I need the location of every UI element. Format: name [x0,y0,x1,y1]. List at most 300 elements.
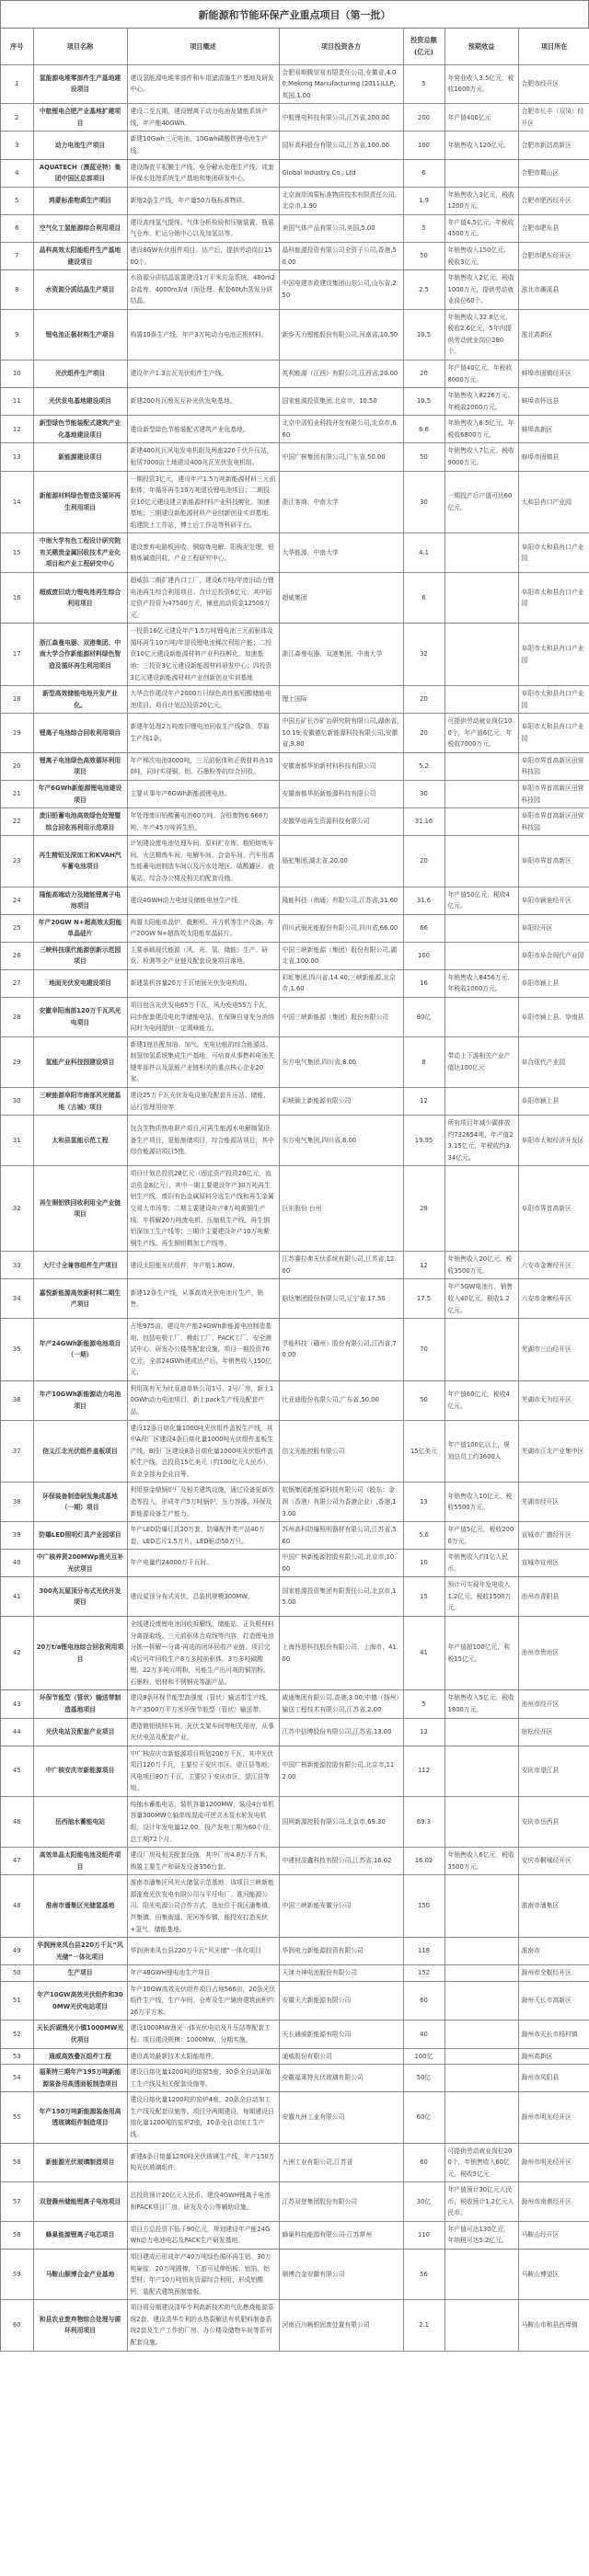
cell-location: 淮北高新区 [518,309,589,360]
table-row [1,781,589,808]
cell-investors: 中国广核新能源控股有限公司,北京市,112.00 [279,1746,403,1796]
cell-amount: 2.1 [403,2300,445,2351]
cell-amount: 20 [403,714,445,753]
table-row [1,1690,589,1718]
table-row [1,714,589,753]
cell-location: 马鞍山市和县西埠镇 [518,2300,589,2351]
cell-location: 阜阳市阜合现代产业园 [518,942,589,969]
cell-investors: 美国气体产品有限公司,美国,5.00 [279,214,403,242]
cell-amount: 5 [403,64,445,104]
cell-location: 阜阳市太和县肖口产业园 [518,714,589,753]
cell-investors: 中国三峡新能源（集团）股份有限公司 [279,998,403,1037]
cell-name: 地面光伏发电建设项目 [33,969,127,997]
cell-benefit [445,573,518,624]
cell-investors: 北京中清恒业科技开发有限公司,北京市,6.60 [279,416,403,443]
cell-investors: 四川武骏光能股份有限公司,四川省,66.00 [279,914,403,942]
cell-benefit: 可提供劳动就业岗位200个，年销售收入60亿元、税收5亿元 [445,2143,518,2182]
cell-name: 锂离子电池综合回收利用项目 [33,714,127,753]
cell-location: 滁州市南谯经开区 [518,2182,589,2222]
cell-no: 45 [1,1746,33,1796]
cell-benefit: 年产值60亿元，税收4亿元。 [445,1380,518,1420]
cell-investors: 新乡天力锂能股份有限公司,河南省,10.50 [279,309,403,360]
cell-location: 蚌埠市怀远县 [518,388,589,416]
cell-investors: 孚能科技（赣州）股份有限公司,江西省,70.00 [279,1319,403,1381]
cell-benefit: 年销售收入8.5亿元、年税收6800万元。 [445,416,518,443]
cell-investors: 理士国际 [279,686,403,714]
cell-location: 阜阳市颍上县 [518,1087,589,1115]
cell-investors: 天津力神电池股份有限公司 [279,1965,403,1982]
cell-location: 宿松经开区 [518,1718,589,1746]
cell-no: 32 [1,1166,33,1252]
cell-benefit: 年销售收入32.8亿元、税收2.6亿元，5年内提供劳动就业岗位280个。 [445,309,518,360]
cell-location: 合肥市肥西经开区 [518,187,589,214]
table-row [1,1279,589,1319]
cell-benefit [445,1796,518,1847]
cell-no: 48 [1,1875,33,1938]
cell-location: 芜湖市江北产业集中区 [518,1420,589,1483]
cell-benefit [445,942,518,969]
cell-no: 3 [1,132,33,159]
cell-desc: 建设新型绿色节能装配式建筑产业化基地。 [127,416,279,443]
cell-amount: 12 [403,1087,445,1115]
cell-name: 光伏电站及配套产业项目 [33,1718,127,1746]
cell-location: 池州市经开区 [518,1690,589,1718]
cell-investors: 合肥易斯腾贸易有限责任公司,安徽省,4.00;Mekong Manufacturing (2011)LLP,英国,1.00 [279,64,403,104]
cell-investors: 晗达集团股份有限公司,辽宁省,17.50 [279,1279,403,1319]
cell-desc: 全线建设废锂电池回收拆解线、储能站、正负极材料分离提取线、三元前驱体合成线等内容，打造锂电池分拣—拆解—分离-再选的闭环回收产业链。项目完成后可年回收生产8万多吨前驱体、3万多吨碳酸锂、22万多吨元明粉，另能生产出可观的铜箔粉、石墨粉、铝材和不锈钢壳等副产品。 [127,1617,279,1690]
cell-location: 宣城市广德经开区 [518,1522,589,1550]
cell-amount: 50亿 [403,2065,445,2092]
cell-no: 29 [1,1036,33,1087]
cell-location: 阜阳市太和县肖口产业园 [518,624,589,686]
cell-desc: 总投资预计20亿元人民币，建设4GWH锂离子电池和PACK项目厂房、研发及办公等辅助设施。 [127,2182,279,2222]
cell-amount: 1.9 [403,187,445,214]
cell-amount: 28 [403,1166,445,1252]
cell-no: 18 [1,686,33,714]
cell-name: 高效单晶太阳能电池及组件项目 [33,1848,127,1875]
cell-name: 锂离子电池绿色高效循环利用项目 [33,752,127,780]
cell-desc: 建设陶瓷平板膜生产线、电分解水处理生产线、成套环保水处理系统生产基地和集团研发中心。 [127,159,279,187]
cell-location: 池州市青阳县 [518,1577,589,1617]
cell-investors: 中国电建市政建设集团山东公司,山东省,2.50 [279,270,403,310]
cell-no: 1 [1,64,33,104]
cell-no: 28 [1,998,33,1037]
cell-location: 阜阳市太和县肖口产业园 [518,533,589,573]
cell-benefit: 年产5GW电池片，销售收入40亿元、税收1.2亿元。 [445,1279,518,1319]
cell-name: 福莱特三期年产195万吨新能源装备用高透面板制造项目 [33,2065,127,2092]
cell-benefit: 预计可实现年发电收入1.2亿元、税收1500万元。 [445,1577,518,1617]
cell-investors: 华润电力新能源投资有限公司 [279,1938,403,1965]
cell-name: 水资源分质结晶生产项目 [33,270,127,310]
cell-name: 生产项目 [33,1965,127,1982]
cell-location: 阜阳市太和县肖口产业园 [518,573,589,624]
cell-amount: 112 [403,1746,445,1796]
cell-amount: 31.16 [403,808,445,836]
cell-name: 20万t/a锂电池综合回收利用项目 [33,1617,127,1690]
cell-amount: 41 [403,1617,445,1690]
cell-investors: 中建材浚鑫科技有限公司,江苏省,16.02 [279,1848,403,1875]
cell-no: 52 [1,2021,33,2048]
cell-benefit [445,2048,518,2065]
table-row [1,998,589,1037]
cell-no: 2 [1,104,33,132]
cell-desc: 建设太阳能光伏组件，年产能1.8GW。 [127,1252,279,1279]
cell-investors: 苏州高科防爆照明器材有限公司,江苏省,5.60 [279,1522,403,1550]
cell-benefit [445,2300,518,2351]
cell-desc: 年产梯次电池3000吨，三元前驱体和正极材料各100吨，同时实现铜、铝、石墨粉等的综合回收。 [127,752,279,780]
cell-location: 合肥市蜀山区 [518,159,589,187]
cell-amount: 5.6 [403,1522,445,1550]
table-row [1,1965,589,1982]
cell-desc: 建设4GWH动力电池及储能电池生产线。 [127,887,279,914]
cell-location: 阜阳市界首高新区田营科技园 [518,781,589,808]
cell-amount: 60 [403,1981,445,2021]
cell-no: 36 [1,1380,33,1420]
cell-no: 13 [1,443,33,471]
cell-no: 31 [1,1116,33,1166]
cell-amount: 19.95 [403,1116,445,1166]
cell-investors: Global Industry Co., Ltd [279,159,403,187]
cell-name: 安徽阜阳南部120万千瓦风光电项目 [33,998,127,1037]
cell-desc: 主要承载现代能源（风、光、氢、储能）生产、研发、检测等全产业链及配套设施项目落地。 [127,942,279,969]
cell-name: 双登滁州储能锂离子电池项目 [33,2182,127,2222]
cell-benefit: 年销售收入20亿元、税收3500万元。 [445,1252,518,1279]
cell-benefit [445,2021,518,2048]
cell-no: 35 [1,1319,33,1381]
cell-location: 阜阳市界首高新区田营科技园 [518,752,589,780]
cell-name: 年产6GWh新能源锂电池建设项目 [33,781,127,808]
cell-location: 阜阳市颍上县 [518,969,589,997]
cell-amount: 10.5 [403,309,445,360]
cell-desc: 新建装机容量20万千瓦地面光伏发电机组。 [127,969,279,997]
cell-name: 天长沂湖渔光小镇1000MW光伏项目 [33,2021,127,2048]
cell-no: 8 [1,270,33,310]
cell-no: 12 [1,416,33,443]
cell-no: 60 [1,2300,33,2351]
table-row [1,969,589,997]
table-row [1,887,589,914]
cell-location: 淮南市潘集区 [518,1875,589,1938]
cell-desc: 项目包含光伏发电65万千瓦，风力发电55万千瓦，同步配套建设电化学储能电站，在保障自身充分消纳同时为电网提供一定调峰能力。 [127,998,279,1037]
cell-investors: 比亚迪股份有限公司,广东省,50.00 [279,1380,403,1420]
cell-amount: 30亿 [403,2182,445,2222]
cell-location: 滁州市凤阳县 [518,2065,589,2092]
cell-amount: 30 [403,471,445,533]
cell-desc: 年产LED防爆灯具20万套，防爆配件类产品40万套，LED芯片1.5万片，LED驱动50万只。 [127,1522,279,1550]
cell-desc: 建设高纯氢气提纯、气体分析检验和压缩装置、瓶装气仓库、贮运分销中心以及加氢站等。 [127,214,279,242]
cell-no: 53 [1,2048,33,2065]
cell-amount: 20 [403,836,445,887]
cell-name: 岳西抽水蓄能电站 [33,1796,127,1847]
cell-desc: 占地975亩，建设年产能24GWh新能源电池制造基地，包括电极工厂、模组工厂、PACK工厂、安全测试中心、研发办公楼等配套设施。项目一期投资70亿元，全部24GWh建成达产后，年销售收入150亿元, [127,1319,279,1381]
cell-benefit: 年产值超100亿元，利税15亿元。 [445,1617,518,1690]
cell-name: 嘉悦新能源高效新材料二期生产项目 [33,1279,127,1319]
cell-desc: 项目计划总投资28亿元（固定资产投资20亿元，流动资金8亿元），其中一期主要建设年产30万吨再生铝生产线、废旧有色金属原料分选生产线和再生金属交易大市场等；二期主要建设年产8万吨黄铜生产线、年拆解20万吨废电机、压缩机生产线、再生铜铝深加工生产线等；三期计主要建设年产10万吨紫铜生产线、再生铜铝精加工产线等。 [127,1166,279,1252]
cell-no: 54 [1,2065,33,2092]
cell-investors: 通威股份有限公司 [279,2048,403,2065]
cell-amount: 30 [403,781,445,808]
cell-desc: 建设日熔化量1200吨的熔窑5座，30条全自动深加工生产线及相关配套设施等。 [127,2065,279,2092]
cell-amount: 4.1 [403,533,445,573]
table-body [1,64,589,2351]
table-header-row [1,29,589,64]
cell-no: 16 [1,573,33,624]
cell-name: 新能源光伏玻璃制造项目 [33,2143,127,2182]
table-row [1,1981,589,2021]
table-row [1,686,589,714]
cell-amount: 15亿美元 [403,1420,445,1483]
table-row [1,1617,589,1690]
cell-no: 58 [1,2221,33,2249]
cell-benefit [445,1875,518,1938]
cell-benefit: 年产值100亿以上，规划总员工约3600人 [445,1420,518,1483]
cell-benefit: 年销售收入5亿元、税收1800万元。 [445,1690,518,1718]
cell-desc: 建设屋顶分布式光伏，总装机规模300MW。 [127,1577,279,1617]
cell-no: 59 [1,2250,33,2300]
cell-location: 滁州市明光经开区 [518,2092,589,2143]
cell-desc: 建设厂房及相关配套设施，其中厂房4.8万平方米，购置主要生产和研发设备356台套。 [127,1848,279,1875]
cell-investors: 超威集团 [279,573,403,624]
cell-name: 新型高效储能电池开发产业化。 [33,686,127,714]
cell-desc: 新建年处理2万吨废旧锂电池回收生产线2条、萃取生产线1条。 [127,714,279,753]
table-row [1,2021,589,2048]
cell-location: 芜湖市三山经开区 [518,1319,589,1381]
cell-amount: 20 [403,686,445,714]
cell-name: 华润洲来凤台县220万千瓦“风光储”一体化项目 [33,1938,127,1965]
cell-no: 25 [1,914,33,942]
cell-investors: 英利能源（江西）有限公司,江西省,20.00 [279,361,403,388]
cell-no: 55 [1,2092,33,2143]
cell-no: 40 [1,1550,33,1577]
cell-desc: 中广核安庆市新能源项目规划200万千瓦，其中光伏项目120万千瓦，主要位于安庆市区、望江县等地；风电项目80万千瓦，主要位于安庆市区、望江县等地。 [127,1746,279,1796]
cell-desc: 一期投资3亿元，建设年产1.5万吨新能源材料三元前驱体，年循环再生10万吨退役锂电池项目；二期投资10亿元建设建立新能源材料产业科技孵化、加速基地；三期建设新能源材料产业创新创业实训基地，组建院士工作站，博士后工作站等科研平台。 [127,471,279,533]
cell-investors: 彩峡颍上新能源有限公司 [279,1087,403,1115]
cell-investors: 江苏赛拉弗光伏系统有限公司,江苏省,12.00 [279,1252,403,1279]
cell-desc: 年产电量约24000万千瓦时。 [127,1550,279,1577]
cell-no: 10 [1,361,33,388]
cell-benefit: 年销售收入10亿元、税收5500万元。 [445,1483,518,1522]
cell-desc: 建设废弃电路板回收、铜熔炼电解、阳极泥处理、铅精炼碱渣回收，产业工程研究中心。 [127,533,279,573]
cell-location: 合肥市肥东县 [518,214,589,242]
cell-amount: 13 [403,1483,445,1522]
cell-name: 大尺寸全兼容组件生产项目 [33,1252,127,1279]
cell-benefit: 年产值50亿元，税收4亿元。 [445,887,518,914]
cell-amount: 13 [403,1718,445,1746]
cell-benefit [445,914,518,942]
cell-desc: 建设12条日熔化量1000吨光伏组件盖板生产线，其中A段厂区建设4条日熔化量1000吨光伏组件盖板生产线，B段厂区建设8条日熔化量1000吨光伏组件盖板生产线。总投资15亿美元（约100亿元人民币），资金全部为企业自筹。 [127,1420,279,1483]
table-row [1,573,589,624]
cell-location: 安庆市桐城经开区 [518,1848,589,1875]
table-row [1,1875,589,1938]
cell-no: 27 [1,969,33,997]
cell-name: 晶科高效太阳能组件生产基地建设项目 [33,242,127,269]
cell-benefit: 年营业收入3.5亿元，税收1600万元。 [445,64,518,104]
cell-no: 22 [1,808,33,836]
table-row [1,914,589,942]
cell-amount: 6.6 [403,416,445,443]
cell-benefit [445,159,518,187]
cell-no: 19 [1,714,33,753]
table-row [1,2221,589,2249]
cell-benefit [445,1746,518,1796]
table-row [1,1796,589,1847]
cell-no: 56 [1,2143,33,2182]
cell-amount: 80亿 [403,998,445,1037]
cell-desc: 建设日熔化量1200吨的窑炉4座，20条全自动加工生产线及配套设施等。项目分两期建设，每期建设日熔化量1200吨的窑炉2座，10条全自动加工生产线。 [127,2092,279,2143]
cell-location: 合肥市长丰（双凤）经开区 [518,104,589,132]
cell-amount: 16.02 [403,1848,445,1875]
table-row [1,1848,589,1875]
cell-desc: 包含生物质热电联产项目,可再生能源水电解制氢设备生产项目，氢能制储项目，综合能源站项目，其中综合能源站项目5座。 [127,1116,279,1166]
cell-investors: 九洲工业有限公司,江苏省 [279,2143,403,2182]
cell-investors: 天长通威新能源有限公司 [279,2021,403,2048]
cell-investors: 杭锅集团新能源科技有限公司（股东：金润（香港）有限公司为香港企业）,香港,13.00 [279,1483,403,1522]
cell-benefit [445,781,518,808]
cell-investors: 蜂巢科技能源有限公司-江苏常州 [279,2221,403,2249]
cell-name: 环保节能型（管状）输送带制造基地项目 [33,1690,127,1718]
cell-desc: 年产48GWH锂电池生产项目 [127,1965,279,1982]
cell-no: 21 [1,781,33,808]
cell-no: 15 [1,533,33,573]
table-row [1,2048,589,2065]
cell-benefit: 年销售收入150亿元、税收3亿元。 [445,242,518,269]
table-row [1,533,589,573]
table-row [1,2092,589,2143]
cell-location: 阜合现代产业园 [518,1036,589,1087]
column-header-4: 投资总额 (亿元) [403,29,445,64]
table-row [1,309,589,360]
cell-no: 38 [1,1483,33,1522]
cell-desc: 项目将分期建设清华专利高新技术的气化燃烧能源系统2套、建设清华专利的水热裂解法有机肥料制备系统2套及生产工作的厂房、办公楼及储物车间等系列配套设施。 [127,2300,279,2351]
cell-location: 阜阳经开区 [518,914,589,942]
cell-no: 30 [1,1087,33,1115]
table-row [1,752,589,780]
cell-name: 和县农业废弃物综合处理与循环利用项目 [33,2300,127,2351]
cell-no: 14 [1,471,33,533]
cell-amount: 31.6 [403,887,445,914]
cell-benefit: 年销售收入7亿元、税收9000万元。 [445,443,518,471]
cell-name: 三峡科技现代能源创新示范园项目 [33,942,127,969]
cell-investors: 浙江森曼电器、双港集团、中南大学 [279,624,403,686]
cell-location: 滁州市明光经开区 [518,2143,589,2182]
cell-benefit: 可提供劳动就业岗位100个，年产值6亿元、年税收7000万元。 [445,714,518,753]
cell-amount: 200 [403,104,445,132]
cell-location: 淮北市濉溪县 [518,270,589,310]
cell-no: 6 [1,214,33,242]
cell-no: 24 [1,887,33,914]
cell-amount: 69.3 [403,1796,445,1847]
cell-no: 44 [1,1718,33,1746]
table-row [1,836,589,887]
cell-location: 阜阳市界首高新区 [518,836,589,887]
cell-no: 34 [1,1279,33,1319]
cell-desc: 一投资16亿元建设年产1.5万吨锂电池三元前驱体及循环再生10万吨/年退役锂电池梯次利用产能；二投资10亿元建设新能源材料产业科技孵化、加速基地；三投资3亿元建设新能源材料研发中心；四投资3亿元建设新能源材料产业创新创业实训基地 [127,624,279,686]
cell-benefit [445,2065,518,2092]
cell-amount: 100 [403,942,445,969]
cell-desc: 淮南市潘集区风光火储氢示范基地：该项目三峡新能源淮南光伏发电有限公司与平圩电厂、淮河能源公司、阳光电源公司合作方式，选址位于我区潘集镇、芦集镇、田集街道、泥河等乡镇，能投安打造光伏+氢气、储能基地。 [127,1875,279,1938]
cell-investors: 安徽华铂再生资源科技有限公司 [279,808,403,836]
cell-amount: 60亿 [403,2092,445,2143]
cell-benefit: 年产值预计30亿元人民币，税收预计1.2亿元人民币。 [445,2182,518,2222]
cell-amount: 50 [403,242,445,269]
cell-name: 隆能高端动力及储能锂离子电池项目 [33,887,127,914]
cell-no: 49 [1,1938,33,1965]
cell-desc: 建设高效最新技术太阳能组件。 [127,2048,279,2065]
cell-amount: 5 [403,214,445,242]
cell-no: 7 [1,242,33,269]
cell-investors: 中国五矿长沙矿冶研究院有限公司,湖南省,10.19;安徽德亿新能源科技有限公司,安徽省,9.80 [279,714,403,753]
cell-investors: 国家能源投资集团,北京市，10.50 [279,388,403,416]
cell-no: 17 [1,624,33,686]
cell-benefit [445,624,518,686]
cell-investors: 江苏双登集团股份有限公司 [279,2182,403,2222]
table-row [1,132,589,159]
cell-investors: 浙江客商、中南大学 [279,471,403,533]
cell-benefit: 一期投产后产值可达60亿元。 [445,471,518,533]
table-row [1,416,589,443]
cell-location: 滁州天长市高新区 [518,1981,589,2021]
cell-investors: 安徽天大新能源有限公司 [279,1981,403,2021]
cell-investors: 中国广核新能源控股有限公司,北京市,10.00 [279,1550,403,1577]
cell-investors: 中国三峡新能安徽分公司 [279,1875,403,1938]
cell-no: 26 [1,942,33,969]
cell-investors: 大华能源、中南大学 [279,533,403,573]
cell-benefit: 年产值40亿元、年税收8000万元。 [445,361,518,388]
cell-investors: 安徽南都华铂新材料科技有限公司 [279,752,403,780]
cell-location: 滁州高新区 [518,2048,589,2065]
cell-name: 中南大学有色工程设计研究院有关稀贵金属回收技术产业化项目和产业工程研究中心 [33,533,127,573]
cell-benefit [445,1938,518,1965]
cell-benefit: 年产值可达130亿元，年纳税可达5.2亿元。 [445,2221,518,2249]
cell-benefit [445,752,518,780]
cell-desc: 超威拟二期扩建肖口工厂，建设6万吨/年废旧动力锂电池再生综合利用项目。合计总投资6亿元，其中固定资产投资为47500万元，铺底流动资金12500万元。 [127,573,279,624]
table-row [1,159,589,187]
table-row [1,1483,589,1522]
table-row [1,471,589,533]
cell-amount: 20 [403,361,445,388]
table-row [1,242,589,269]
table-row [1,1319,589,1381]
cell-no: 43 [1,1690,33,1718]
cell-location: 安庆市岳西县 [518,1796,589,1847]
cell-amount: 5.2 [403,752,445,780]
cell-benefit [445,998,518,1037]
cell-name: 信义江北光伏组件盖板项目 [33,1420,127,1483]
cell-investors: 晶科能源投资有限公司全资子公司,香港,50.00 [279,242,403,269]
cell-name: 鸿蒙标准物质生产项目 [33,187,127,214]
cell-benefit: 年销售收入约1亿人民币。 [445,1550,518,1577]
cell-name: 新能源材料绿色智造及循环再生利用项目 [33,471,127,533]
cell-location: 池州市贵池区 [518,1617,589,1690]
cell-location: 蚌埠市固镇县 [518,443,589,471]
cell-amount: 17.5 [403,1279,445,1319]
cell-no: 46 [1,1796,33,1847]
cell-location: 六安市金寨经开区 [518,1279,589,1319]
table-row [1,1380,589,1420]
cell-no: 47 [1,1848,33,1875]
column-header-3: 项目投资各方 [279,29,403,64]
cell-investors: 彩虹集团,四川省,14.40;三峡新能源,北京市,1.60 [279,969,403,997]
cell-benefit: 年销售收入2亿元、税收1000万元，提供劳动就业岗位60个。 [445,270,518,310]
table-row [1,942,589,969]
cell-amount: 12 [403,1252,445,1279]
cell-no: 23 [1,836,33,887]
table-row [1,187,589,214]
cell-desc: 项目建成后形成年产40万吨绿色循环再生铝、30万吨扁锭、20万吨圆棒，下游可延伸铝板、铝箔、铝型材；年产10万吨铝灰资源综合利用，形成铝酸钙、装配式建筑预制墙板。 [127,2250,279,2300]
cell-no: 11 [1,388,33,416]
cell-amount: 100 [403,132,445,159]
cell-investors: 国轩高科股份有限公司,江苏省,100.00 [279,132,403,159]
